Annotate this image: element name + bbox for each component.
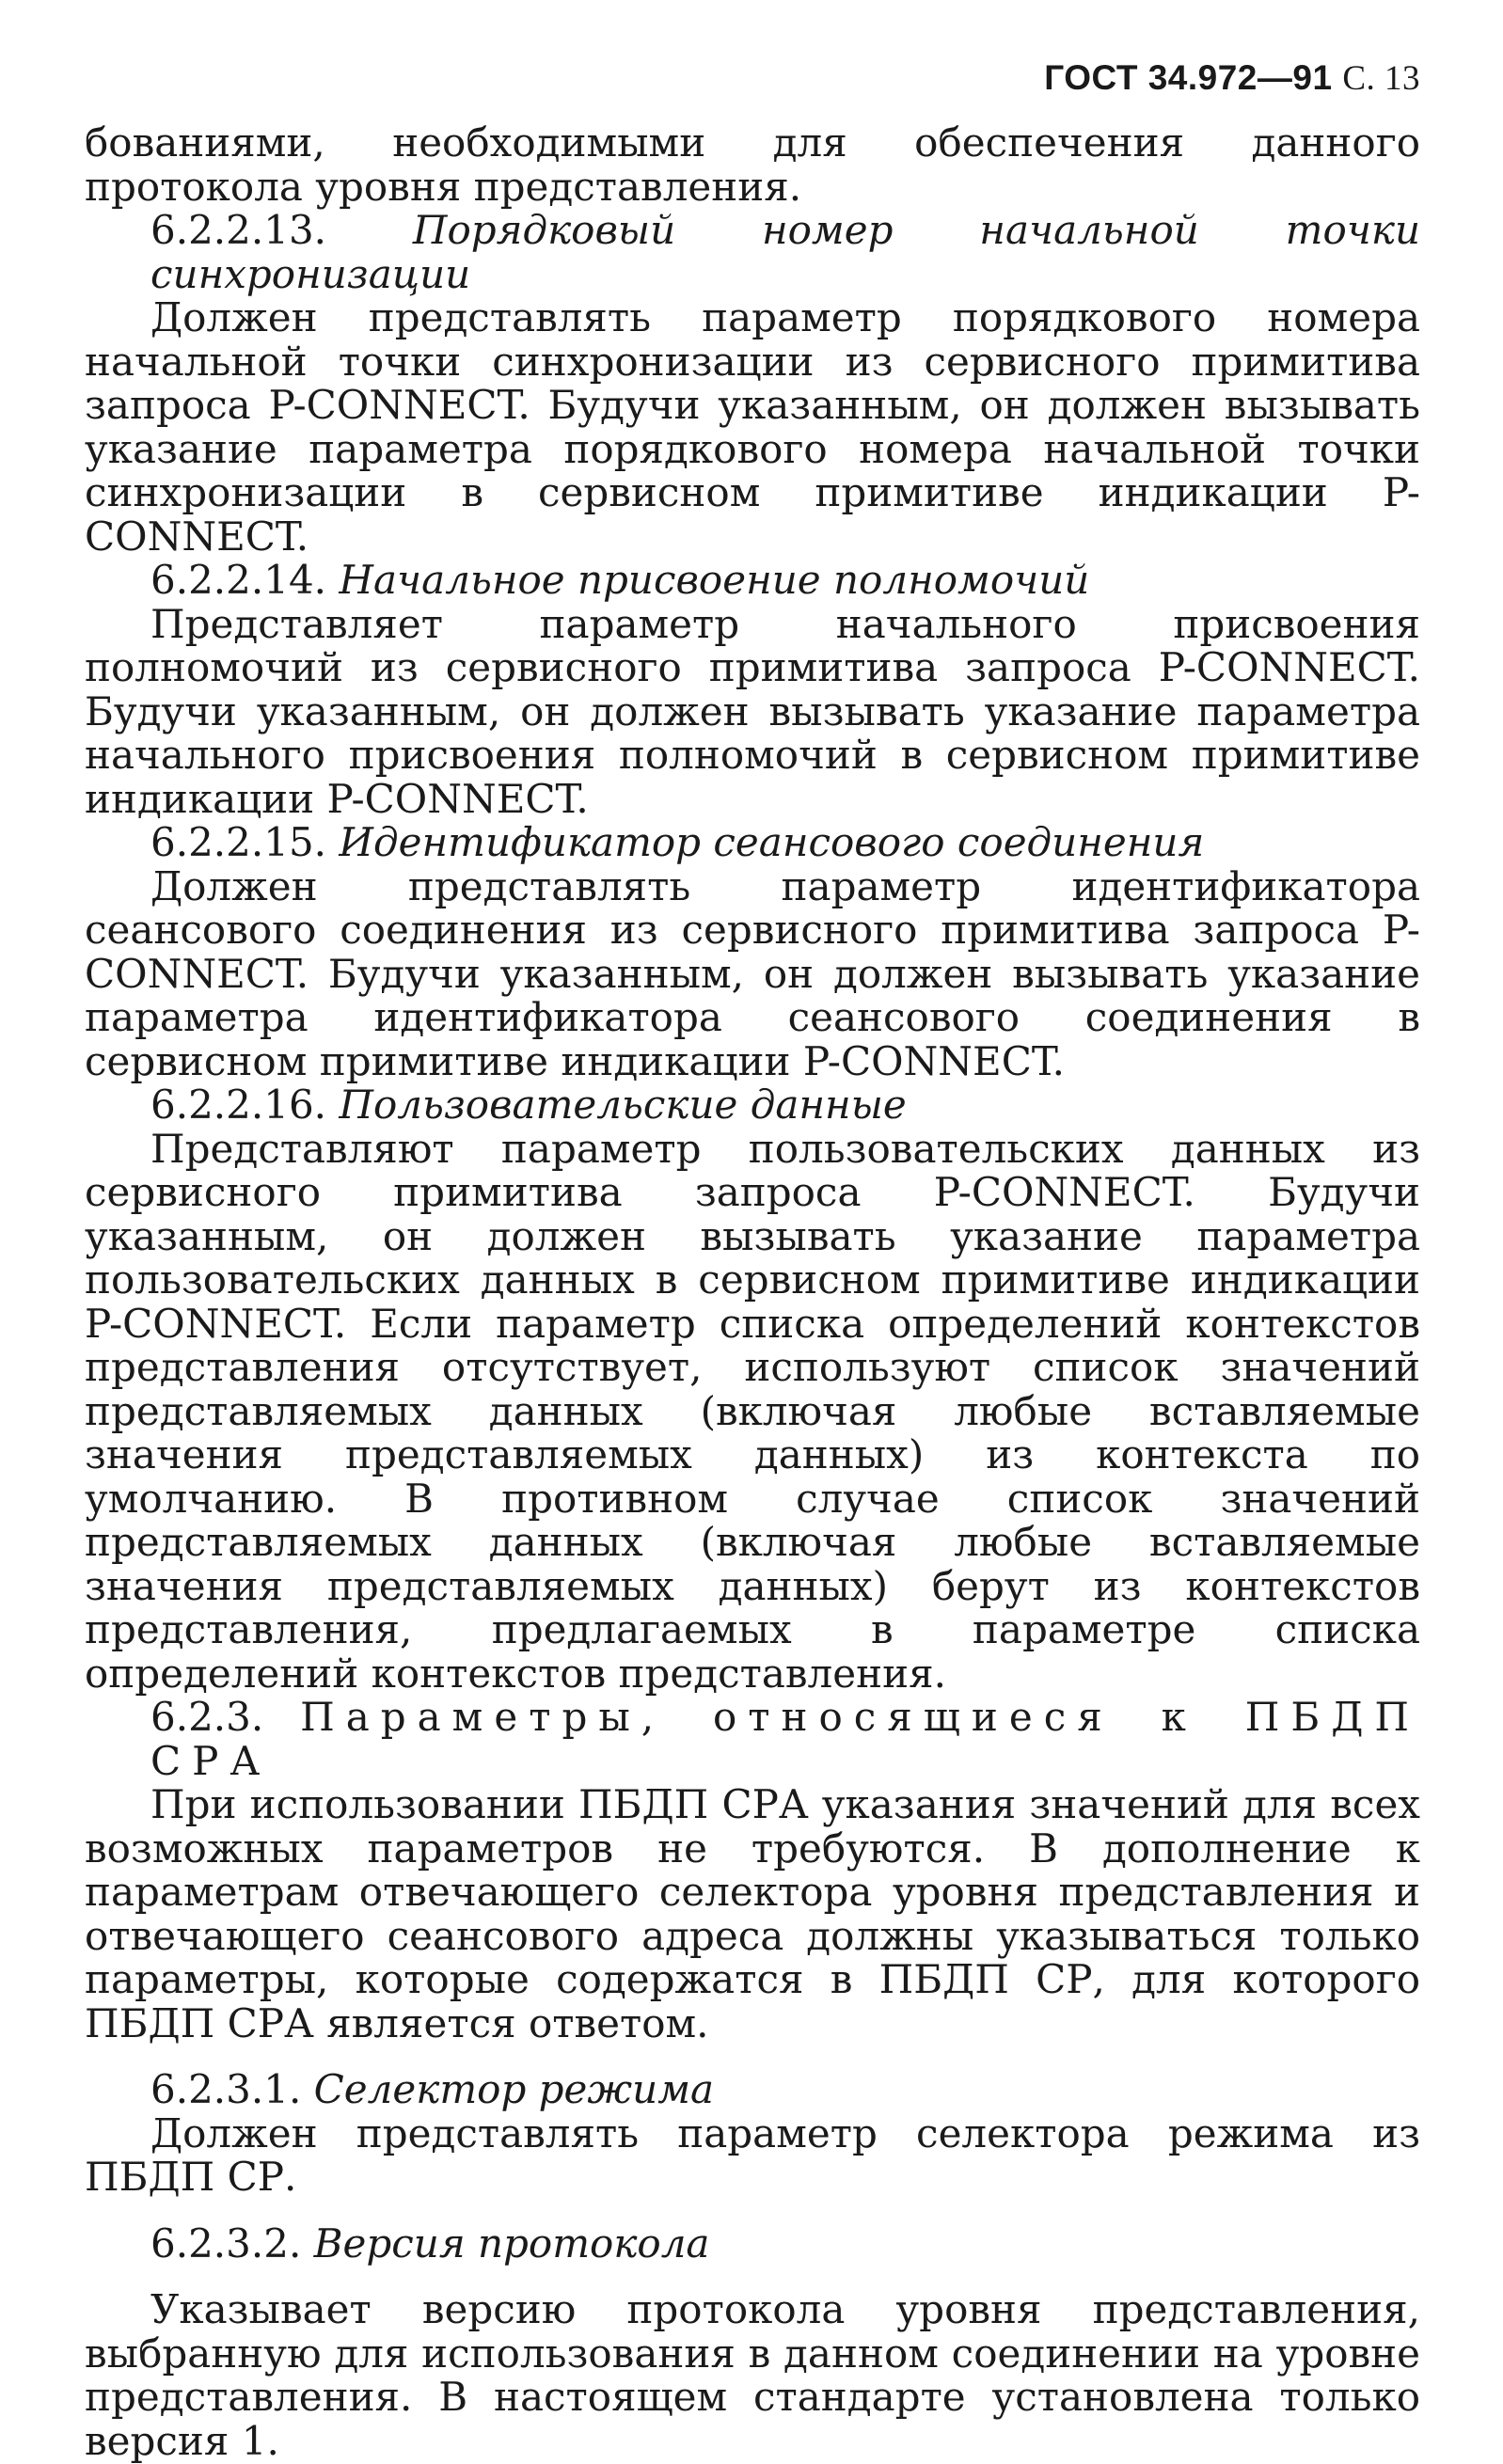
body-paragraph: Представляют параметр пользовательских данных из сервисного примитива запроса P-CONNECT. Будучи указанным, он должен вызывать указание параметра пользовательских данных в сервисном примитиве индикации P-CONNECT. Если параметр списка определений контекстов представления отсутствует, используют список значений представляемых данных (включая любые вставляемые значения представляемых данных) из контекста по умолчанию. В противном случае список значений представляемых данных (включая любые вставляемые значения представляемых данных) берут из контекстов представления, предлагаемых в параметре списка определений контекстов представления. <box>85 1125 1420 1697</box>
section-title: Порядковый номер начальной точки синхронизации <box>150 207 1420 297</box>
section-heading <box>85 209 1420 296</box>
section-title: Версия протокола <box>313 2219 710 2267</box>
section-heading <box>85 1083 1420 1128</box>
section-number: 6.2.3. <box>150 1694 264 1740</box>
section-heading-spaced <box>85 1696 1420 1783</box>
page-number: С. 13 <box>1342 59 1420 98</box>
section-title: Идентификатор сеансового соединения <box>339 819 1205 865</box>
section-title: Параметры, относящиеся к ПБДП СРА <box>150 1694 1420 1784</box>
document-page <box>85 56 1420 2463</box>
section-heading <box>85 2219 1420 2267</box>
body-paragraph: При использовании ПБДП СРА указания значений для всех возможных параметров не требуются. В дополнение к параметрам отвечающего селектора уровня представления и отвечающего сеансового адреса должны указываться только параметры, которые содержатся в ПБДП СР, для которого ПБДП СРА является ответом. <box>85 1781 1420 2046</box>
section-number: 6.2.2.13. <box>150 207 327 253</box>
body-paragraph: Указывает версию протокола уровня представления, выбранную для использования в данном соединении на уровне представления. В настоящем стандарте установлена только версия 1. <box>85 2286 1420 2464</box>
section-number: 6.2.3.2. <box>150 2219 302 2267</box>
section-title: Пользовательские данные <box>339 1082 907 1128</box>
standard-number: ГОСТ 34.972—91 <box>1044 58 1333 97</box>
section-number: 6.2.2.15. <box>150 819 327 865</box>
body-paragraph: Должен представлять параметр порядкового номера начальной точки синхронизации из сервисного примитива запроса P-CONNECT. Будучи указанным, он должен вызывать указание параметра порядкового номера начальной точки синхронизации в сервисном примитиве индикации P-CONNECT. <box>85 294 1420 560</box>
body-paragraph: Должен представлять параметр идентификатора сеансового соединения из сервисного примитива запроса P-CONNECT. Будучи указанным, он должен вызывать указание параметра идентификатора сеансового соединения в сервисном примитиве индикации P-CONNECT. <box>85 862 1420 1084</box>
page-header <box>85 56 1420 101</box>
body-paragraph: бованиями, необходимыми для обеспечения данного протокола уровня представления. <box>85 119 1420 210</box>
section-number: 6.2.2.16. <box>150 1082 327 1128</box>
body-paragraph: Должен представлять параметр селектора режима из ПБДП СР. <box>85 2109 1420 2200</box>
section-title: Селектор режима <box>313 2066 715 2112</box>
section-heading <box>85 821 1420 865</box>
body-paragraph: Представляет параметр начального присвоения полномочий из сервисного примитива запроса P-CONNECT. Будучи указанным, он должен вызывать указание параметра начального присвоения полномочий в сервисном примитиве индикации P-CONNECT. <box>85 600 1420 822</box>
section-number: 6.2.2.14. <box>150 557 327 603</box>
section-title: Начальное присвоение полномочий <box>339 557 1090 603</box>
section-number: 6.2.3.1. <box>150 2066 302 2112</box>
section-heading <box>85 559 1420 603</box>
section-heading <box>85 2068 1420 2112</box>
